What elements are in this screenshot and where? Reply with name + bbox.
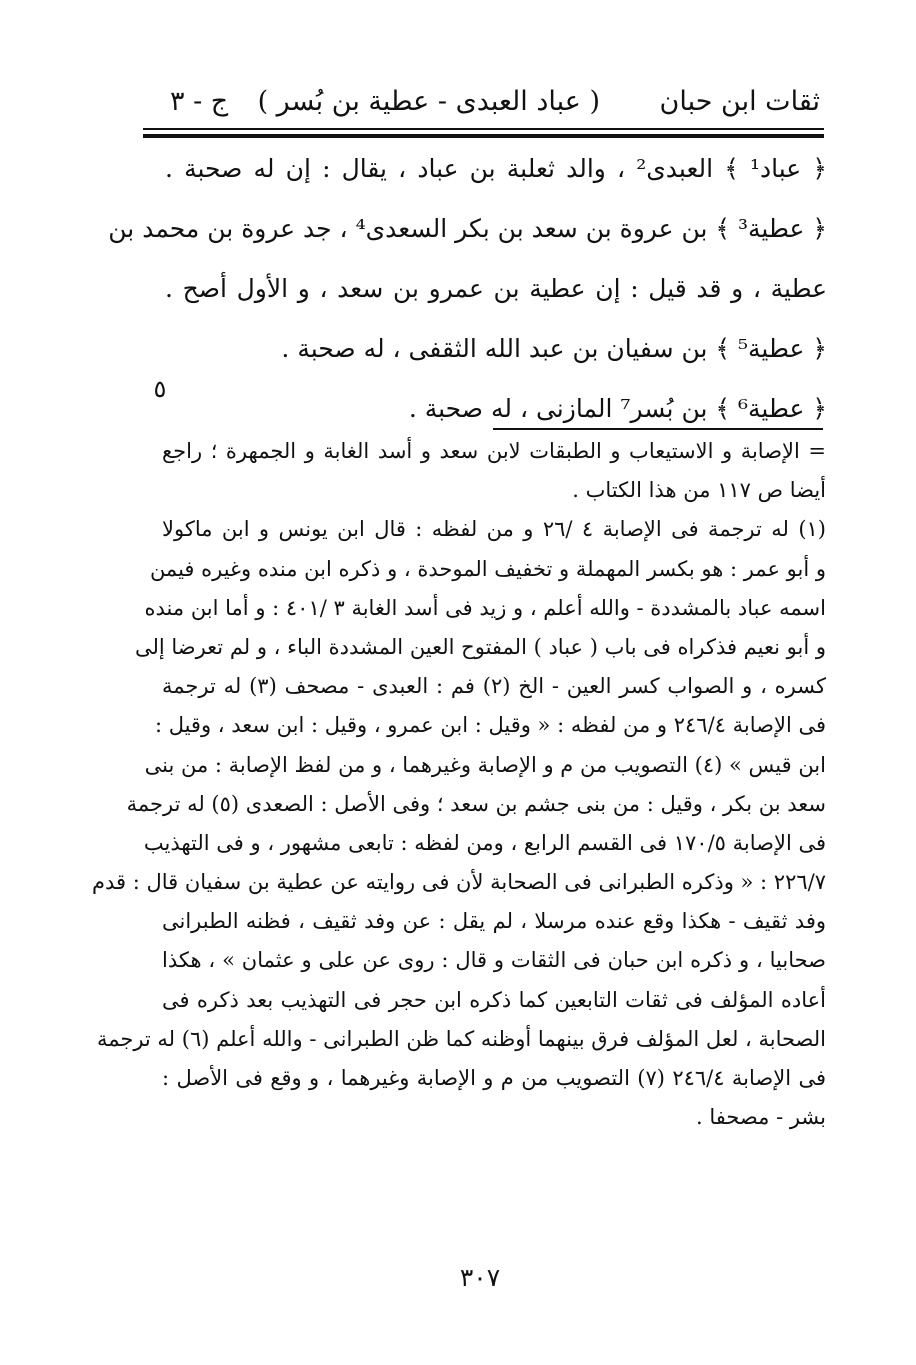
entry-line: ﴿ عطية³ ﴾ بن عروة بن سعد بن بكر السعدى⁴ ، جد عروة بن محمد بن <box>108 214 827 243</box>
footnote-line: كسره ، و الصواب كسر العين - الخ (٢) فم : العبدى - مصحف (٣) له ترجمة <box>162 674 826 699</box>
footnote-line: الصحابة ، لعل المؤلف فرق بينهما أوظنه كما ظن الطبرانى - والله أعلم (٦) له ترجمة <box>96 1026 826 1051</box>
footnote-line: سعد بن بكر ، وقيل : من بنى جشم بن سعد ؛ وفى الأصل : الصعدى (٥) له ترجمة <box>126 791 826 816</box>
footnote-line: و أبو عمر : هو بكسر المهملة و تخفيف الموحدة ، و ذكره ابن منده وغيره فيمن <box>149 556 826 581</box>
header-rule-thick <box>143 134 824 138</box>
header-entry-range: ( عباد العبدى - عطية بن بُسر ) <box>257 86 600 117</box>
entry-line: عطية ، و قد قيل : إن عطية بن عمرو بن سعد ، و الأول أصح . <box>165 274 827 303</box>
footnote-line: فى الإصابة ٢٤٦/٤ و من لفظه : « وقيل : ابن عمرو ، وقيل : ابن سعد ، وقيل : <box>154 713 826 738</box>
footnote-line: (١) له ترجمة فى الإصابة ٤ /٢٦ و من لفظه : قال ابن يونس و ابن ماكولا <box>162 517 826 542</box>
footnote-line: صحابيا ، و ذكره ابن حبان فى الثقات و قال : روى عن على و عثمان » ، هكذا <box>162 948 826 973</box>
header-volume: ج - ٣ <box>170 86 229 117</box>
footnote-line: و أبو نعيم فذكراه فى باب ( عباد ) المفتوح العين المشددة الباء ، و لم تعرضا إلى <box>134 634 826 659</box>
footnote-line: اسمه عباد بالمشددة - والله أعلم ، و زيد فى أسد الغابة ٣ /٤٠١ : و أما ابن منده <box>144 595 826 620</box>
footnote-line: ٢٢٦/٧ : « وذكره الطبرانى فى الصحابة لأن فى روايته عن عطية بن سفيان قال : قدم <box>91 870 826 895</box>
main-text <box>108 141 827 437</box>
footnote-line: وفد ثقيف - هكذا وقع عنده مرسلا ، لم يقل : عن وفد ثقيف ، فظنه الطبرانى <box>162 909 826 934</box>
entry-line: ﴿ عباد¹ ﴾ العبدى² ، والد ثعلبة بن عباد ، يقال : إن له صحبة . <box>165 154 827 183</box>
footnotes <box>91 432 826 1137</box>
footnote-line: بشر - مصحفا . <box>696 1105 826 1130</box>
header-rule-thin <box>143 128 824 130</box>
entry-line: ﴿ عطية⁶ ﴾ بن بُسر⁷ المازنى ، له صحبة . <box>408 394 827 423</box>
footnote-line: ابن قيس » (٤) التصويب من م و الإصابة وغيرهما ، و من لفظ الإصابة : من بنى <box>144 752 826 777</box>
running-header <box>150 80 820 124</box>
footnote-line: = الإصابة و الاستيعاب و الطبقات لابن سعد و أسد الغابة و الجمهرة ؛ راجع <box>162 439 826 463</box>
entry-line: ﴿ عطية⁵ ﴾ بن سفيان بن عبد الله الثقفى ، له صحبة . <box>281 334 827 363</box>
footnote-line: فى الإصابة ٢٤٦/٤ (٧) التصويب من م و الإصابة وغيرهما ، و وقع فى الأصل : <box>162 1066 826 1090</box>
footnote-line: فى الإصابة ١٧٠/٥ فى القسم الرابع ، ومن لفظه : تابعى مشهور ، و فى التهذيب <box>143 830 826 855</box>
header-book-title: ثقات ابن حبان <box>659 86 820 117</box>
footnote-line: أعاده المؤلف فى ثقات التابعين كما ذكره ابن حجر فى التهذيب بعد ذكره فى <box>162 987 826 1012</box>
margin-line-number: ٥ <box>153 375 167 403</box>
footnote-separator <box>493 428 823 430</box>
page-number: ٣٠٧ <box>459 1263 501 1292</box>
footnote-line: أيضا ص ١١٧ من هذا الكتاب . <box>572 478 826 503</box>
